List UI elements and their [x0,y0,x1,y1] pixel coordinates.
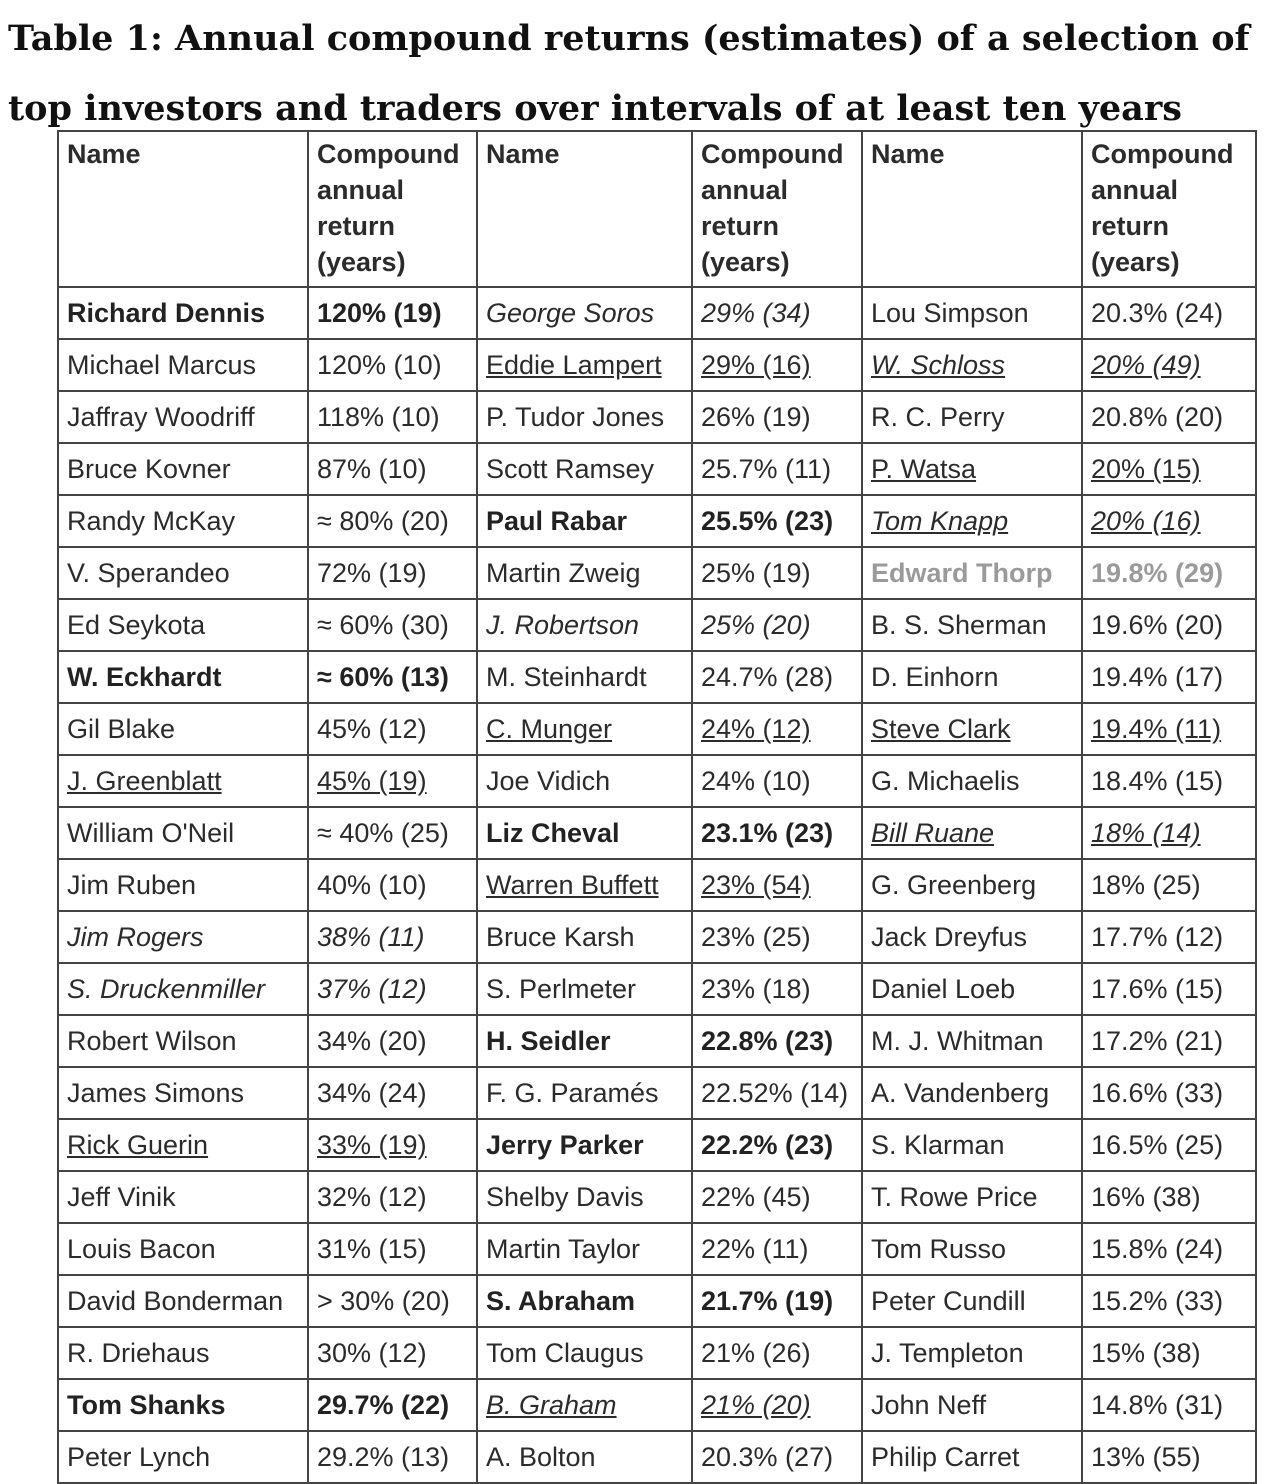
table-row [58,1015,1256,1067]
investor-name-cell: Jim Ruben [58,859,308,911]
compound-return-cell: 16% (38) [1082,1171,1256,1223]
compound-return-cell: 26% (19) [692,391,862,443]
compound-return-cell: 45% (12) [308,703,477,755]
compound-return-cell: 19.6% (20) [1082,599,1256,651]
compound-return-cell: 18% (14) [1082,807,1256,859]
compound-return-cell: 22.52% (14) [692,1067,862,1119]
investor-name-cell: B. Graham [477,1379,692,1431]
investor-name-cell: Tom Claugus [477,1327,692,1379]
investor-name-cell: W. Eckhardt [58,651,308,703]
table-row [58,911,1256,963]
compound-return-cell: 22% (11) [692,1223,862,1275]
investor-name-cell: D. Einhorn [862,651,1082,703]
compound-return-cell: 30% (12) [308,1327,477,1379]
investor-name-cell: Tom Shanks [58,1379,308,1431]
compound-return-cell: 23% (54) [692,859,862,911]
investor-name-cell: R. C. Perry [862,391,1082,443]
compound-return-cell: 25.5% (23) [692,495,862,547]
compound-return-cell: 20.3% (27) [692,1431,862,1483]
compound-return-cell: 25% (20) [692,599,862,651]
compound-return-cell: 37% (12) [308,963,477,1015]
compound-return-cell: 20.8% (20) [1082,391,1256,443]
compound-return-cell: 21% (20) [692,1379,862,1431]
table-row [58,703,1256,755]
compound-return-cell: 19.4% (11) [1082,703,1256,755]
investor-name-cell: S. Druckenmiller [58,963,308,1015]
investor-name-cell: Martin Taylor [477,1223,692,1275]
header-row [58,131,1256,287]
investor-name-cell: A. Bolton [477,1431,692,1483]
compound-return-cell: 13% (55) [1082,1431,1256,1483]
table-row [58,1223,1256,1275]
table-row [58,1119,1256,1171]
header-name-3: Name [862,131,1082,287]
investor-name-cell: Scott Ramsey [477,443,692,495]
investor-name-cell: Ed Seykota [58,599,308,651]
investor-name-cell: B. S. Sherman [862,599,1082,651]
compound-return-cell: 25.7% (11) [692,443,862,495]
compound-return-cell: ≈ 40% (25) [308,807,477,859]
investor-name-cell: P. Tudor Jones [477,391,692,443]
investor-name-cell: Tom Knapp [862,495,1082,547]
table-row [58,1067,1256,1119]
header-return-2: Compound annual return (years) [692,131,862,287]
compound-return-cell: > 30% (20) [308,1275,477,1327]
investor-name-cell: M. Steinhardt [477,651,692,703]
compound-return-cell: 29% (34) [692,287,862,339]
compound-return-cell: 15.2% (33) [1082,1275,1256,1327]
investor-name-cell: C. Munger [477,703,692,755]
table-row [58,391,1256,443]
investor-name-cell: Michael Marcus [58,339,308,391]
investor-name-cell: Robert Wilson [58,1015,308,1067]
investor-name-cell: R. Driehaus [58,1327,308,1379]
compound-return-cell: 17.6% (15) [1082,963,1256,1015]
compound-return-cell: 22% (45) [692,1171,862,1223]
investor-name-cell: J. Greenblatt [58,755,308,807]
compound-return-cell: 38% (11) [308,911,477,963]
compound-return-cell: 24% (12) [692,703,862,755]
compound-return-cell: 23% (18) [692,963,862,1015]
investor-name-cell: James Simons [58,1067,308,1119]
compound-return-cell: ≈ 60% (13) [308,651,477,703]
investor-name-cell: W. Schloss [862,339,1082,391]
investor-name-cell: G. Greenberg [862,859,1082,911]
investor-name-cell: T. Rowe Price [862,1171,1082,1223]
table-row [58,755,1256,807]
investor-name-cell: Peter Cundill [862,1275,1082,1327]
compound-return-cell: 120% (10) [308,339,477,391]
investor-name-cell: Paul Rabar [477,495,692,547]
compound-return-cell: 34% (24) [308,1067,477,1119]
table-row [58,495,1256,547]
investor-name-cell: Jack Dreyfus [862,911,1082,963]
table-row [58,859,1256,911]
investor-name-cell: Edward Thorp [862,547,1082,599]
investor-name-cell: A. Vandenberg [862,1067,1082,1119]
header-name-1: Name [58,131,308,287]
investor-name-cell: Richard Dennis [58,287,308,339]
table-row [58,1275,1256,1327]
compound-return-cell: ≈ 80% (20) [308,495,477,547]
table-row [58,287,1256,339]
compound-return-cell: 32% (12) [308,1171,477,1223]
investor-name-cell: Daniel Loeb [862,963,1082,1015]
compound-return-cell: 18.4% (15) [1082,755,1256,807]
compound-return-cell: 22.2% (23) [692,1119,862,1171]
compound-return-cell: 17.2% (21) [1082,1015,1256,1067]
compound-return-cell: 23.1% (23) [692,807,862,859]
header-name-2: Name [477,131,692,287]
compound-return-cell: 20% (16) [1082,495,1256,547]
compound-return-cell: 16.5% (25) [1082,1119,1256,1171]
header-return-1: Compound annual return (years) [308,131,477,287]
table-row [58,963,1256,1015]
compound-return-cell: 19.4% (17) [1082,651,1256,703]
table-row [58,1379,1256,1431]
investor-name-cell: John Neff [862,1379,1082,1431]
investor-name-cell: George Soros [477,287,692,339]
investor-name-cell: Randy McKay [58,495,308,547]
compound-return-cell: 120% (19) [308,287,477,339]
compound-return-cell: 33% (19) [308,1119,477,1171]
compound-return-cell: 72% (19) [308,547,477,599]
compound-return-cell: 22.8% (23) [692,1015,862,1067]
compound-return-cell: 19.8% (29) [1082,547,1256,599]
compound-return-cell: 14.8% (31) [1082,1379,1256,1431]
compound-return-cell: 34% (20) [308,1015,477,1067]
investor-name-cell: Eddie Lampert [477,339,692,391]
investor-name-cell: Louis Bacon [58,1223,308,1275]
table-row [58,547,1256,599]
table-row [58,443,1256,495]
compound-return-cell: 21.7% (19) [692,1275,862,1327]
investor-name-cell: David Bonderman [58,1275,308,1327]
table-row [58,1431,1256,1483]
investor-name-cell: Bill Ruane [862,807,1082,859]
compound-return-cell: 20% (49) [1082,339,1256,391]
compound-return-cell: ≈ 60% (30) [308,599,477,651]
investor-name-cell: S. Klarman [862,1119,1082,1171]
table-row [58,651,1256,703]
compound-return-cell: 20% (15) [1082,443,1256,495]
investor-name-cell: H. Seidler [477,1015,692,1067]
investor-name-cell: S. Perlmeter [477,963,692,1015]
investor-name-cell: Philip Carret [862,1431,1082,1483]
compound-return-cell: 87% (10) [308,443,477,495]
compound-return-cell: 29.2% (13) [308,1431,477,1483]
investor-name-cell: V. Sperandeo [58,547,308,599]
investor-name-cell: Jeff Vinik [58,1171,308,1223]
investor-name-cell: Bruce Kovner [58,443,308,495]
investor-name-cell: Peter Lynch [58,1431,308,1483]
table-title: Table 1: Annual compound returns (estimates) of a selection of top investors and traders over intervals of at least ten years [8,18,1250,129]
compound-return-cell: 24% (10) [692,755,862,807]
investor-name-cell: Shelby Davis [477,1171,692,1223]
investor-name-cell: Jim Rogers [58,911,308,963]
table-row [58,807,1256,859]
compound-return-cell: 24.7% (28) [692,651,862,703]
compound-return-cell: 31% (15) [308,1223,477,1275]
investor-name-cell: William O'Neil [58,807,308,859]
investor-name-cell: Bruce Karsh [477,911,692,963]
investor-name-cell: G. Michaelis [862,755,1082,807]
compound-return-cell: 118% (10) [308,391,477,443]
investor-name-cell: S. Abraham [477,1275,692,1327]
investor-name-cell: Jerry Parker [477,1119,692,1171]
investor-name-cell: Jaffray Woodriff [58,391,308,443]
table-body [58,287,1256,1483]
investor-name-cell: Steve Clark [862,703,1082,755]
compound-return-cell: 15.8% (24) [1082,1223,1256,1275]
investor-name-cell: Liz Cheval [477,807,692,859]
investor-name-cell: J. Templeton [862,1327,1082,1379]
compound-return-cell: 17.7% (12) [1082,911,1256,963]
investor-name-cell: Gil Blake [58,703,308,755]
compound-return-cell: 18% (25) [1082,859,1256,911]
investor-name-cell: M. J. Whitman [862,1015,1082,1067]
table-row [58,1171,1256,1223]
investor-name-cell: Warren Buffett [477,859,692,911]
investor-name-cell: Joe Vidich [477,755,692,807]
compound-return-cell: 45% (19) [308,755,477,807]
returns-table [57,130,1257,1484]
investor-name-cell: Rick Guerin [58,1119,308,1171]
investor-name-cell: Tom Russo [862,1223,1082,1275]
compound-return-cell: 16.6% (33) [1082,1067,1256,1119]
table-row [58,339,1256,391]
table-row [58,599,1256,651]
compound-return-cell: 29% (16) [692,339,862,391]
table-row [58,1327,1256,1379]
investor-name-cell: Lou Simpson [862,287,1082,339]
compound-return-cell: 25% (19) [692,547,862,599]
compound-return-cell: 15% (38) [1082,1327,1256,1379]
compound-return-cell: 40% (10) [308,859,477,911]
header-return-3: Compound annual return (years) [1082,131,1256,287]
compound-return-cell: 29.7% (22) [308,1379,477,1431]
investor-name-cell: J. Robertson [477,599,692,651]
investor-name-cell: P. Watsa [862,443,1082,495]
investor-name-cell: Martin Zweig [477,547,692,599]
compound-return-cell: 20.3% (24) [1082,287,1256,339]
compound-return-cell: 23% (25) [692,911,862,963]
investor-name-cell: F. G. Paramés [477,1067,692,1119]
compound-return-cell: 21% (26) [692,1327,862,1379]
